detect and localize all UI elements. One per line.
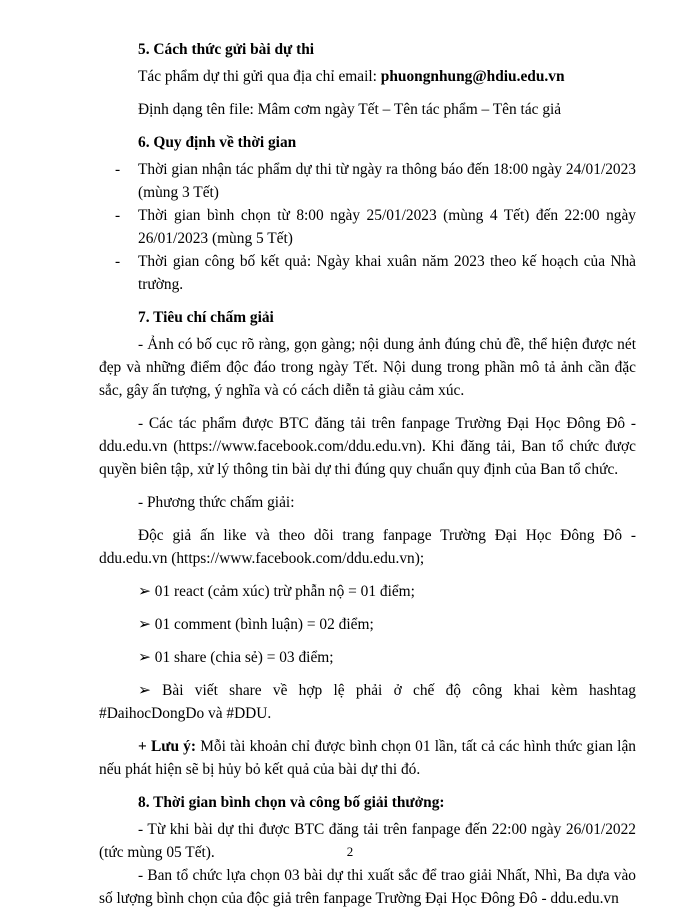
rule-share-public: ➢ Bài viết share về hợp lệ phải ở chế độ công khai kèm hashtag #DaihocDongDo và #DDU. (99, 682, 636, 722)
email-address: phuongnhung@hdiu.edu.vn (380, 68, 565, 85)
note-paragraph (99, 735, 636, 781)
section-5-heading: 5. Cách thức gửi bài dự thi (138, 41, 315, 58)
criteria-paragraph-2: - Các tác phẩm được BTC đăng tải trên fanpage Trường Đại Học Đông Đô - ddu.edu.vn (https://www.facebook.com/ddu.edu.vn). Khi đăng tải, Ban tổ chức được quyền biên tập, xử lý thông tin bài dự thi đúng quy chuẩn quy định của Ban tổ chức. (99, 415, 636, 478)
scoring-method-label: - Phương thức chấm giải: (138, 494, 295, 511)
rule-react: ➢ 01 react (cảm xúc) trừ phẫn nộ = 01 điểm; (138, 583, 415, 600)
page-number: 2 (346, 844, 354, 859)
time-item-1: - Thời gian nhận tác phẩm dự thi từ ngày ra thông báo đến 18:00 ngày 24/01/2023 (mùng 3 Tết) (99, 158, 636, 204)
note-text: Mỗi tài khoản chỉ được bình chọn 01 lần, tất cả các hình thức gian lận nếu phát hiện sẽ bị hủy bỏ kết quả của bài dự thi đó. (99, 738, 636, 778)
bullet-dash: - (115, 207, 121, 224)
section-6-heading: 6. Quy định về thời gian (138, 134, 297, 151)
voting-period-paragraph: - Từ khi bài dự thi được BTC đăng tải trên fanpage đến 22:00 ngày 26/01/2022 (tức mùng 05 Tết). (99, 821, 636, 861)
time-item-3: - Thời gian công bố kết quả: Ngày khai xuân năm 2023 theo kế hoạch của Nhà trường. (99, 250, 636, 296)
section-7-heading: 7. Tiêu chí chấm giải (138, 309, 274, 326)
scoring-method-text: Độc giả ấn like và theo dõi trang fanpage Trường Đại Học Đông Đô - ddu.edu.vn (https://www.facebook.com/ddu.edu.vn); (99, 527, 636, 567)
section-8-heading: 8. Thời gian bình chọn và công bố giải thưởng: (138, 794, 445, 811)
file-format-line: Định dạng tên file: Mâm cơm ngày Tết – Tên tác phẩm – Tên tác giả (138, 101, 562, 118)
email-prefix: Tác phẩm dự thi gửi qua địa chỉ email: (138, 68, 381, 85)
criteria-paragraph-1: - Ảnh có bố cục rõ ràng, gọn gàng; nội dung ảnh đúng chủ đề, thể hiện được nét đẹp và những điểm độc đáo trong ngày Tết. Nội dung trong phần mô tả ảnh cần đặc sắc, gây ấn tượng, ý nghĩa và có cách diễn tả giàu cảm xúc. (99, 336, 636, 399)
bullet-dash: - (115, 161, 121, 178)
rule-share: ➢ 01 share (chia sẻ) = 03 điểm; (138, 649, 334, 666)
time-item-2: - Thời gian bình chọn từ 8:00 ngày 25/01/2023 (mùng 4 Tết) đến 22:00 ngày 26/01/2023 (mùng 5 Tết) (99, 204, 636, 250)
bullet-dash: - (115, 253, 121, 270)
email-line (99, 65, 636, 88)
document-page (99, 38, 636, 910)
prize-selection-paragraph: - Ban tổ chức lựa chọn 03 bài dự thi xuất sắc để trao giải Nhất, Nhì, Ba dựa vào số lượng bình chọn của độc giả trên fanpage Trường Đại Học Đông Đô - ddu.edu.vn (99, 867, 636, 907)
rule-comment: ➢ 01 comment (bình luận) = 02 điểm; (138, 616, 374, 633)
note-label: + Lưu ý: (138, 738, 197, 755)
